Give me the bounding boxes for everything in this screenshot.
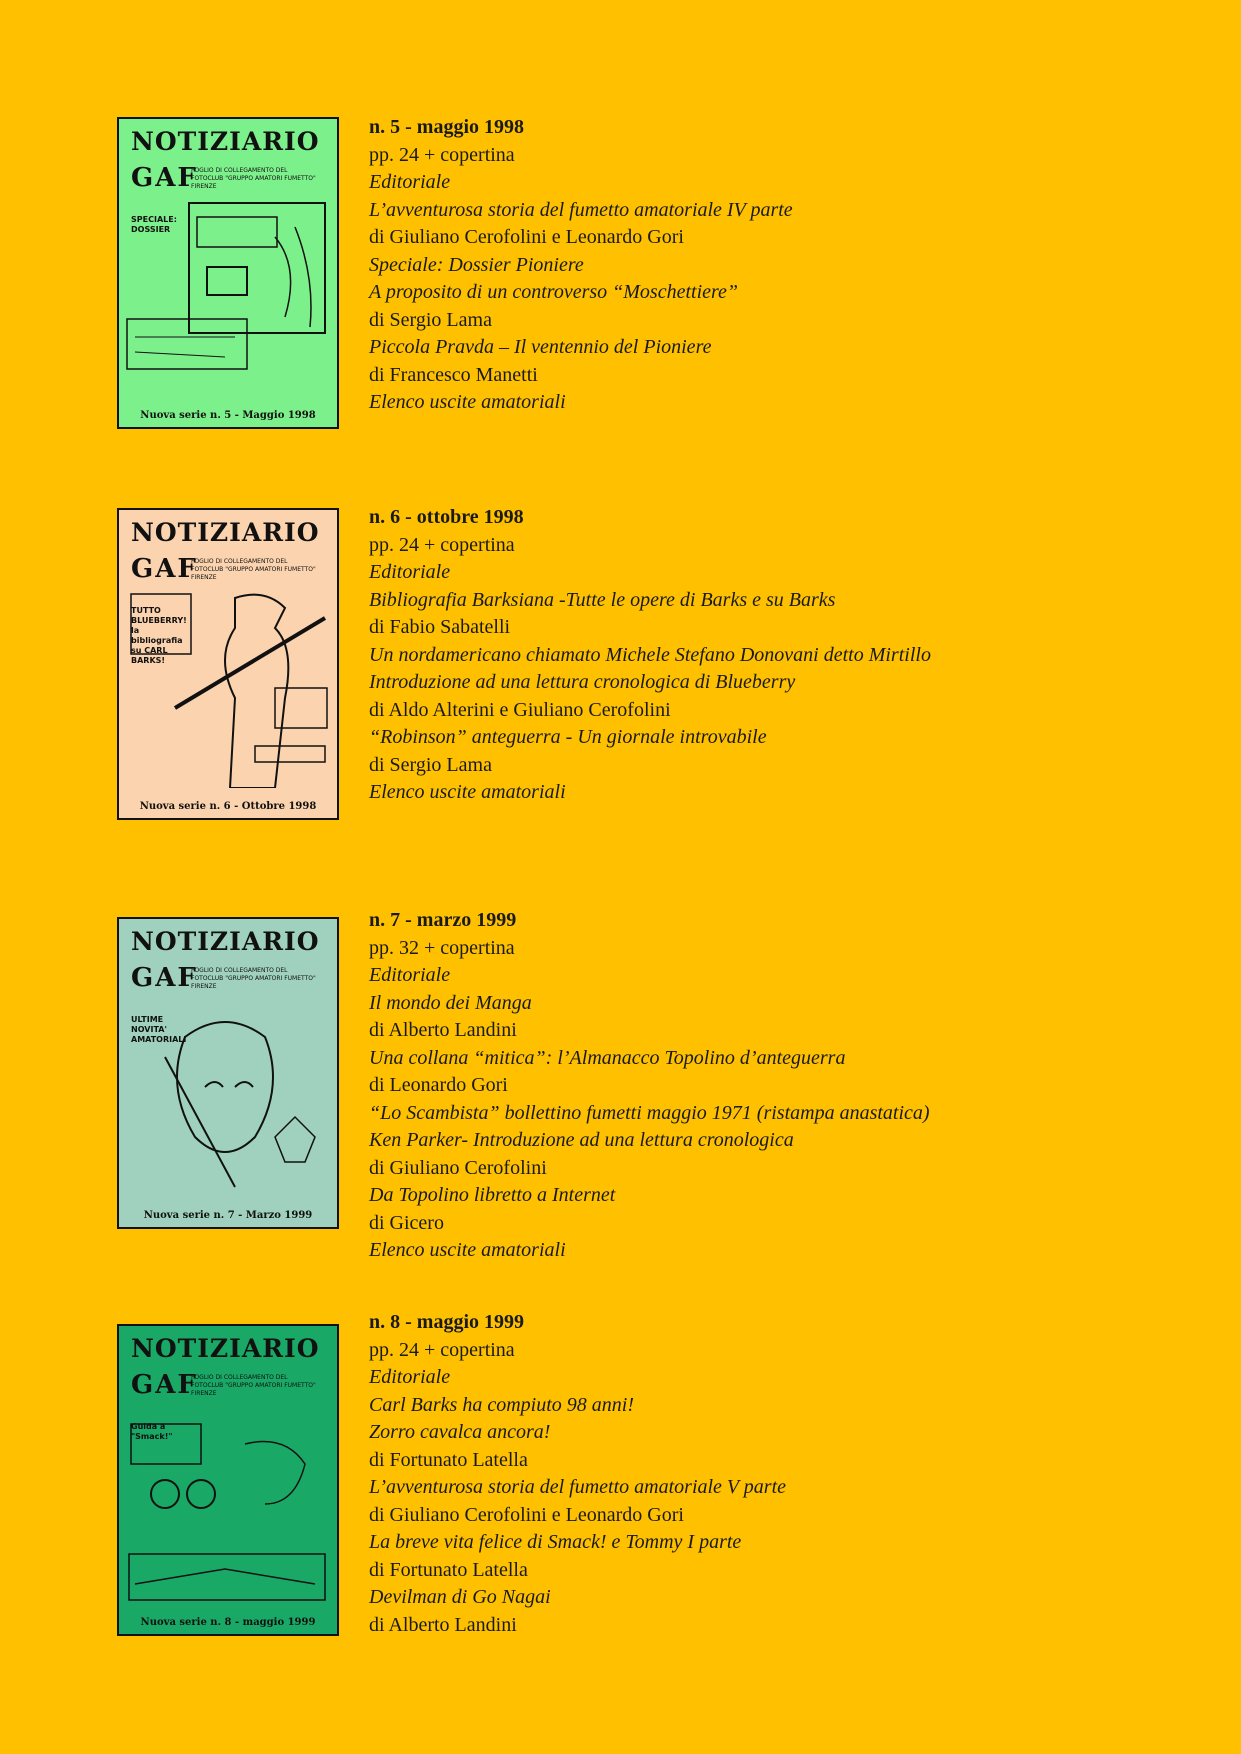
article-title: Carl Barks ha compiuto 98 anni! [369,1393,634,1416]
article-title: Speciale: Dossier Pioniere [369,253,584,276]
cover-footer: Nuova serie n. 6 - Ottobre 1998 [139,801,317,812]
article-title: Un nordamericano chiamato Michele Stefano Donovani detto Mirtillo [369,643,931,666]
article-author: pp. 24 + copertina [369,143,515,166]
article-author: di Francesco Manetti [369,363,538,386]
article-author: di Giuliano Cerofolini e Leonardo Gori [369,1503,684,1526]
article-title: Editoriale [369,1366,451,1388]
cover-side-text: SPECIALE: DOSSIER [131,215,177,234]
article-author: pp. 32 + copertina [369,936,515,959]
article-author: di Sergio Lama [369,753,492,776]
article-title: Introduzione ad una lettura cronologica di Blueberry [369,671,796,693]
article-title: Elenco uscite amatoriali [369,1239,566,1261]
article-title: Zorro cavalca ancora! [369,1421,551,1443]
article-title: Da Topolino libretto a Internet [369,1184,616,1206]
article-author: di Fortunato Latella [369,1448,528,1471]
cover-footer: Nuova serie n. 7 - Marzo 1999 [143,1210,313,1221]
cover-gaf: GAF [131,963,198,993]
cover-masthead: NOTIZIARIO [131,1334,320,1363]
article-title: “Robinson” anteguerra - Un giornale introvabile [369,726,767,748]
article-author: pp. 24 + copertina [369,533,515,556]
cover-gaf: GAF [131,554,198,584]
cover-subtitle: FOGLIO DI COLLEGAMENTO DEL FOTOCLUB "GRUPPO AMATORI FUMETTO" FIRENZE [191,558,316,581]
article-author: di Leonardo Gori [369,1074,508,1096]
article-author: di Gicero [369,1211,444,1234]
cover-masthead: NOTIZIARIO [131,927,320,956]
article-author: di Alberto Landini [369,1019,517,1041]
issue-title: n. 5 - maggio 1998 [369,116,524,138]
article-title: Editoriale [369,171,451,193]
cover-masthead: NOTIZIARIO [131,518,320,547]
issue-contents [369,504,931,807]
cover-gaf: GAF [131,1370,198,1400]
cover-gaf: GAF [131,163,198,193]
article-title: A proposito di un controverso “Moschettiere” [369,281,739,303]
article-author: di Fortunato Latella [369,1558,528,1581]
article-title: La breve vita felice di Smack! e Tommy I parte [369,1531,742,1553]
article-author: di Alberto Landini [369,1613,517,1636]
issue-contents [369,907,930,1265]
article-title: Elenco uscite amatoriali [369,781,566,803]
cover-subtitle: FOGLIO DI COLLEGAMENTO DEL FOTOCLUB "GRUPPO AMATORI FUMETTO" FIRENZE [191,967,316,990]
cover-subtitle: FOGLIO DI COLLEGAMENTO DEL FOTOCLUB "GRUPPO AMATORI FUMETTO" FIRENZE [191,1374,316,1397]
cover-image [117,1324,339,1636]
issue-title: n. 8 - maggio 1999 [369,1311,524,1333]
article-title: Devilman di Go Nagai [369,1586,551,1608]
article-author: di Sergio Lama [369,308,492,331]
article-title: Il mondo dei Manga [369,991,532,1014]
cover-image [117,508,339,820]
article-title: Ken Parker- Introduzione ad una lettura cronologica [369,1129,794,1151]
issue-contents [369,1309,786,1639]
issue-title: n. 7 - marzo 1999 [369,909,517,931]
cover-side-text: TUTTO BLUEBERRY! la bibliografia su CARL BARKS! [131,606,187,665]
article-title: L’avventurosa storia del fumetto amatoriale V parte [369,1476,787,1498]
article-title: “Lo Scambista” bollettino fumetti maggio 1971 (ristampa anastatica) [369,1101,930,1124]
article-title: L’avventurosa storia del fumetto amatoriale IV parte [369,198,793,221]
cover-image [117,917,339,1229]
article-title: Una collana “mitica”: l’Almanacco Topolino d’anteguerra [369,1046,846,1069]
article-title: Bibliografia Barksiana -Tutte le opere di Barks e su Barks [369,588,836,611]
article-title: Editoriale [369,561,451,583]
cover-footer: Nuova serie n. 8 - maggio 1999 [140,1617,316,1628]
cover-side-text: Guida a "Smack!" [131,1422,173,1441]
article-author: di Giuliano Cerofolini e Leonardo Gori [369,226,684,248]
cover-subtitle: FOGLIO DI COLLEGAMENTO DEL FOTOCLUB "GRUPPO AMATORI FUMETTO" FIRENZE [191,167,316,190]
cover-footer: Nuova serie n. 5 - Maggio 1998 [140,410,316,421]
article-author: di Aldo Alterini e Giuliano Cerofolini [369,698,671,721]
article-author: pp. 24 + copertina [369,1338,515,1361]
article-author: di Fabio Sabatelli [369,616,511,638]
article-title: Piccola Pravda – Il ventennio del Pioniere [369,336,712,358]
cover-image [117,117,339,429]
issue-contents [369,114,793,417]
article-title: Editoriale [369,964,451,986]
cover-masthead: NOTIZIARIO [131,127,320,156]
cover-side-text: ULTIME NOVITA' AMATORIALI [131,1015,187,1044]
article-author: di Giuliano Cerofolini [369,1156,547,1179]
issue-title: n. 6 - ottobre 1998 [369,506,524,528]
article-title: Elenco uscite amatoriali [369,391,566,413]
